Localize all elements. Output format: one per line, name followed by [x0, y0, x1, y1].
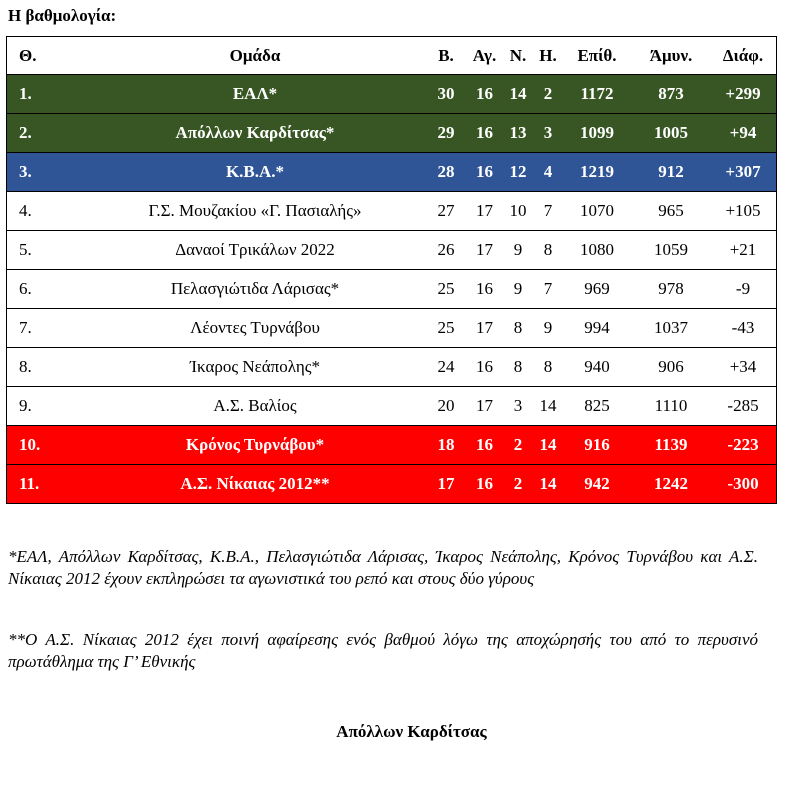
cell-points: 25: [437, 279, 455, 298]
cell-position: 1.: [19, 84, 32, 103]
header-wins: Ν.: [509, 45, 527, 65]
cell-points-for: 969: [584, 279, 610, 298]
cell-difference: -285: [727, 396, 759, 415]
cell-difference: -9: [735, 279, 751, 298]
cell-losses: 4: [543, 162, 553, 181]
cell-team: Α.Σ. Νίκαιας 2012**: [180, 474, 330, 493]
footnote-rest-days: *ΕΑΛ, Απόλλων Καρδίτσας, Κ.Β.Α., Πελασγιώτιδα Λάρισας, Ίκαρος Νεάπολης, Κρόνος Τυρνάβου και Α.Σ. Νίκαιας 2012 έχουν εκπληρώσει τα αγωνιστικά του ρεπό και στους δύο γύρους: [8, 547, 758, 588]
cell-difference: +307: [725, 162, 761, 181]
cell-losses: 8: [543, 240, 553, 259]
table-header-row: [6, 36, 777, 75]
cell-team: Α.Σ. Βαλίος: [213, 396, 297, 415]
cell-points-for: 942: [584, 474, 610, 493]
cell-games: 16: [476, 84, 493, 103]
cell-team: Ίκαρος Νεάπολης*: [190, 357, 320, 376]
cell-games: 16: [476, 279, 493, 298]
cell-points-against: 1005: [654, 123, 688, 142]
cell-team: ΕΑΛ*: [232, 84, 278, 103]
cell-wins: 14: [509, 84, 527, 103]
cell-points-for: 940: [584, 357, 610, 376]
cell-points-against: 1110: [654, 396, 688, 415]
cell-difference: +299: [725, 84, 761, 103]
cell-points-against: 873: [658, 84, 684, 103]
cell-team: Γ.Σ. Μουζακίου «Γ. Πασιαλής»: [148, 201, 362, 220]
table-row: [6, 387, 777, 426]
table-row: [6, 465, 777, 504]
cell-points: 28: [437, 162, 455, 181]
cell-points-against: 965: [658, 201, 684, 220]
standings-table: [6, 36, 777, 504]
cell-points-for: 825: [584, 396, 610, 415]
cell-losses: 3: [543, 123, 553, 142]
cell-difference: -300: [727, 474, 759, 493]
cell-position: 8.: [19, 357, 32, 376]
cell-position: 6.: [19, 279, 32, 298]
cell-games: 17: [476, 201, 493, 220]
cell-games: 16: [476, 435, 493, 454]
cell-team: Λέοντες Τυρνάβου: [190, 318, 320, 337]
cell-points-for: 1070: [580, 201, 614, 220]
cell-points-against: 1059: [654, 240, 688, 259]
cell-points: 18: [437, 435, 455, 454]
cell-team: Δαναοί Τρικάλων 2022: [175, 240, 335, 259]
cell-points: 25: [437, 318, 455, 337]
cell-games: 16: [476, 357, 493, 376]
cell-points-against: 978: [658, 279, 684, 298]
cell-games: 16: [476, 474, 493, 493]
cell-wins: 12: [509, 162, 527, 181]
cell-points-for: 1099: [580, 123, 614, 142]
cell-position: 3.: [19, 162, 32, 181]
page-heading: Η βαθμολογία:: [8, 6, 117, 25]
cell-losses: 14: [539, 435, 557, 454]
cell-difference: -223: [727, 435, 759, 454]
cell-position: 10.: [19, 435, 41, 454]
table-row: [6, 75, 777, 114]
table-body: [6, 75, 777, 504]
cell-wins: 8: [513, 357, 523, 376]
cell-points-against: 906: [658, 357, 684, 376]
cell-points-for: 994: [584, 318, 610, 337]
cell-points-against: 1242: [654, 474, 688, 493]
cell-position: 5.: [19, 240, 32, 259]
table-row: [6, 426, 777, 465]
cell-losses: 8: [543, 357, 553, 376]
cell-position: 4.: [19, 201, 32, 220]
cell-difference: -43: [731, 318, 755, 337]
cell-team: Κ.Β.Α.*: [225, 162, 285, 181]
cell-games: 16: [476, 162, 493, 181]
cell-points: 17: [437, 474, 455, 493]
cell-points: 29: [437, 123, 455, 142]
cell-wins: 13: [509, 123, 527, 142]
cell-points: 27: [437, 201, 455, 220]
cell-games: 17: [476, 396, 493, 415]
cell-points-for: 1080: [580, 240, 614, 259]
table-row: [6, 270, 777, 309]
cell-team: Πελασγιώτιδα Λάρισας*: [170, 279, 340, 298]
header-losses: Η.: [539, 45, 557, 65]
header-position: Θ.: [19, 45, 37, 65]
cell-points-against: 1037: [654, 318, 688, 337]
cell-wins: 3: [513, 396, 523, 415]
table-row: [6, 309, 777, 348]
footnote-penalty: **Ο Α.Σ. Νίκαιας 2012 έχει ποινή αφαίρεσης ενός βαθμού λόγω της αποχώρησής του από το περυσινό πρωτάθλημα της Γ’ Εθνικής: [8, 630, 758, 671]
cell-position: 11.: [19, 474, 40, 493]
cell-games: 17: [476, 318, 493, 337]
cell-difference: +34: [729, 357, 757, 376]
cell-team: Κρόνος Τυρνάβου*: [185, 435, 325, 454]
header-difference: Διάφ.: [722, 45, 764, 65]
cell-wins: 2: [513, 474, 523, 493]
table-row: [6, 348, 777, 387]
cell-wins: 10: [509, 201, 527, 220]
header-games: Αγ.: [472, 45, 497, 65]
table-row: [6, 192, 777, 231]
cell-points-for: 916: [584, 435, 610, 454]
cell-points-against: 1139: [654, 435, 688, 454]
header-team: Ομάδα: [229, 45, 281, 65]
cell-points: 26: [437, 240, 455, 259]
cell-losses: 7: [543, 279, 553, 298]
cell-team: Απόλλων Καρδίτσας*: [175, 123, 335, 142]
cell-losses: 7: [543, 201, 553, 220]
header-points-for: Επίθ.: [577, 45, 617, 65]
section-title: Απόλλων Καρδίτσας: [336, 722, 487, 741]
cell-losses: 9: [543, 318, 553, 337]
header-points-against: Άμυν.: [649, 45, 693, 65]
cell-losses: 14: [539, 474, 557, 493]
cell-difference: +94: [729, 123, 757, 142]
cell-wins: 9: [513, 279, 523, 298]
cell-losses: 14: [539, 396, 557, 415]
cell-position: 9.: [19, 396, 32, 415]
cell-points-for: 1172: [580, 84, 614, 103]
cell-position: 7.: [19, 318, 32, 337]
cell-games: 17: [476, 240, 493, 259]
cell-points-for: 1219: [580, 162, 614, 181]
cell-points: 30: [437, 84, 455, 103]
cell-position: 2.: [19, 123, 32, 142]
cell-losses: 2: [543, 84, 553, 103]
cell-games: 16: [476, 123, 493, 142]
cell-points: 20: [437, 396, 455, 415]
table-row: [6, 231, 777, 270]
header-points: Β.: [438, 45, 454, 65]
table-row: [6, 114, 777, 153]
cell-wins: 8: [513, 318, 523, 337]
table-row: [6, 153, 777, 192]
cell-wins: 9: [513, 240, 523, 259]
cell-points-against: 912: [658, 162, 684, 181]
cell-points: 24: [437, 357, 455, 376]
cell-difference: +21: [729, 240, 757, 259]
cell-wins: 2: [513, 435, 523, 454]
cell-difference: +105: [725, 201, 761, 220]
